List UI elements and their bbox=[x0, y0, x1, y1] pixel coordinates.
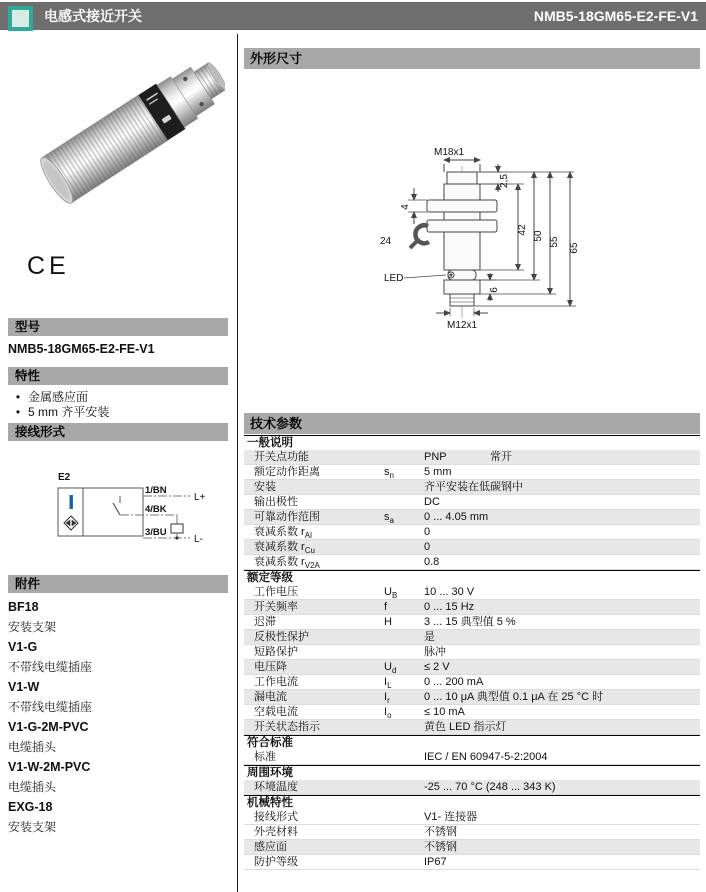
tech-row bbox=[244, 750, 700, 765]
tech-row-label bbox=[254, 810, 298, 824]
accessory-name: BF18 bbox=[8, 600, 39, 614]
tech-row-label-text: 迟滞 bbox=[254, 616, 276, 628]
tech-row bbox=[244, 660, 700, 675]
tech-row-label-text: 外壳材料 bbox=[254, 826, 298, 838]
load-symbol bbox=[171, 524, 183, 533]
accessory-item bbox=[8, 598, 228, 638]
tech-row-symbol-base: s bbox=[384, 466, 390, 478]
tech-row-label bbox=[254, 495, 298, 509]
accessories-list bbox=[8, 598, 228, 838]
tech-row-value: IP67 bbox=[424, 856, 447, 868]
tech-row-label-text: 环境温度 bbox=[254, 781, 298, 793]
tech-row-value: DC bbox=[424, 496, 440, 508]
tech-row-symbol bbox=[384, 600, 387, 614]
tech-row-value: 脉冲 bbox=[424, 646, 446, 658]
tech-row-symbol-subscript: a bbox=[389, 516, 394, 526]
wire-label-4bk: 4/BK bbox=[145, 504, 167, 515]
tech-row-label bbox=[254, 825, 298, 839]
tech-row-value: PNP bbox=[424, 451, 447, 463]
tech-section-header: 机械特性 bbox=[244, 795, 700, 810]
tech-row-symbol-subscript: L bbox=[387, 681, 392, 691]
tech-row-symbol-base: s bbox=[384, 511, 390, 523]
tech-row bbox=[244, 810, 700, 825]
tech-row-label bbox=[254, 600, 298, 614]
tech-row-label-text: 额定动作距离 bbox=[254, 466, 320, 478]
tech-row bbox=[244, 600, 700, 615]
wire-label-3bu: 3/BU bbox=[145, 527, 167, 538]
tech-row-label-text: 衰减系数 r bbox=[254, 556, 305, 568]
tech-row-label bbox=[254, 450, 309, 464]
tech-row bbox=[244, 480, 700, 495]
dim-label-50: 50 bbox=[533, 230, 544, 242]
tech-row-symbol-base: I bbox=[384, 691, 388, 703]
tech-row bbox=[244, 495, 700, 510]
tech-row bbox=[244, 450, 700, 465]
tech-row-label-text: 漏电流 bbox=[254, 691, 287, 703]
accessory-name: V1-W-2M-PVC bbox=[8, 760, 91, 774]
section-header-features: 特性 bbox=[8, 367, 228, 385]
tech-row-label-subscript: Al bbox=[304, 531, 312, 541]
dim-label-led: LED bbox=[384, 273, 404, 284]
tech-row bbox=[244, 630, 700, 645]
tech-row bbox=[244, 645, 700, 660]
section-header-dimensions: 外形尺寸 bbox=[244, 48, 700, 69]
bullet: • bbox=[15, 390, 21, 404]
inductive-symbol bbox=[70, 495, 73, 509]
dim-label-6: 6 bbox=[489, 287, 500, 293]
tech-row-label-text: 开关频率 bbox=[254, 601, 298, 613]
tech-row-symbol-base: U bbox=[384, 661, 392, 673]
terminal-lminus: L- bbox=[194, 534, 203, 545]
tech-row-label-text: 反极性保护 bbox=[254, 631, 309, 643]
accessory-name: V1-G-2M-PVC bbox=[8, 720, 89, 734]
tech-row-label-text: 接线形式 bbox=[254, 811, 298, 823]
product-photo bbox=[30, 42, 225, 220]
tech-row-label-text: 开关状态指示 bbox=[254, 721, 320, 733]
tech-row-symbol-subscript: d bbox=[391, 666, 397, 676]
tech-row-label-text: 衰减系数 r bbox=[254, 541, 305, 553]
tech-row-symbol-subscript: r bbox=[387, 696, 390, 706]
tech-row-label-text: 工作电压 bbox=[254, 586, 298, 598]
tech-row-label bbox=[254, 690, 287, 704]
dim-label-24: 24 bbox=[380, 236, 392, 247]
tech-row bbox=[244, 825, 700, 840]
dim-label-m18: M18x1 bbox=[434, 147, 465, 158]
tech-row bbox=[244, 540, 700, 555]
tech-row-label bbox=[254, 645, 298, 659]
tech-row-value: 10 ... 30 V bbox=[424, 586, 475, 598]
accessory-desc: 电缆插头 bbox=[8, 740, 57, 754]
hex-nut bbox=[427, 200, 497, 212]
tech-row-label-text: 衰减系数 r bbox=[254, 526, 305, 538]
section-header-accessories: 附件 bbox=[8, 575, 228, 593]
tech-row-label-text: 工作电流 bbox=[254, 676, 298, 688]
tech-row-value: 0 ... 15 Hz bbox=[424, 601, 475, 613]
header-bar bbox=[0, 2, 706, 30]
tech-row-label-text: 安装 bbox=[254, 481, 276, 493]
dim-label-65: 65 bbox=[569, 242, 580, 254]
tech-row-value: 0 bbox=[424, 526, 431, 538]
accessory-item bbox=[8, 638, 228, 678]
section-header-tech-params: 技术参数 bbox=[244, 413, 700, 434]
tech-row-label bbox=[254, 510, 320, 524]
tech-row-label-text: 空载电流 bbox=[254, 706, 298, 718]
accessory-desc: 安装支架 bbox=[8, 820, 57, 834]
tech-row-label bbox=[254, 750, 276, 764]
tech-row-value: 5 mm bbox=[424, 466, 452, 478]
accessory-name: EXG-18 bbox=[8, 800, 53, 814]
tech-row-label bbox=[254, 780, 298, 794]
tech-row-value: 0 ... 200 mA bbox=[424, 676, 484, 688]
tech-row-label bbox=[254, 480, 276, 494]
tech-row bbox=[244, 465, 700, 480]
tech-row-value: 黄色 LED 指示灯 bbox=[424, 721, 507, 733]
tech-row-label-text: 防护等级 bbox=[254, 856, 298, 868]
accessory-desc: 电缆插头 bbox=[8, 780, 57, 794]
diagram-label: E2 bbox=[58, 472, 71, 483]
tech-row-label-text: 电压降 bbox=[254, 661, 287, 673]
tech-row-label bbox=[254, 555, 320, 573]
tech-row-symbol-base: U bbox=[384, 586, 392, 598]
terminal-lplus: L+ bbox=[194, 492, 206, 503]
tech-row-label-text: 短路保护 bbox=[254, 646, 298, 658]
accessory-name: V1-G bbox=[8, 640, 38, 654]
accessory-item bbox=[8, 678, 228, 718]
dim-label-55: 55 bbox=[549, 236, 560, 248]
dim-label-2-5: 2,5 bbox=[499, 174, 510, 188]
dimension-drawing bbox=[372, 128, 587, 340]
accessory-desc: 安装支架 bbox=[8, 620, 57, 634]
tech-row-symbol-base: H bbox=[384, 616, 392, 628]
tech-row bbox=[244, 615, 700, 630]
tech-row-value: -25 ... 70 °C (248 ... 343 K) bbox=[424, 781, 556, 793]
tech-row-label-subscript: Cu bbox=[304, 546, 315, 556]
accessory-desc: 不带线电缆插座 bbox=[8, 700, 93, 714]
product-type-title: 电感式接近开关 bbox=[44, 8, 142, 24]
tech-row-label bbox=[254, 465, 320, 479]
tech-row bbox=[244, 510, 700, 525]
tech-row bbox=[244, 840, 700, 855]
wire-label-1bn: 1/BN bbox=[145, 485, 167, 496]
tech-row-symbol-subscript: o bbox=[387, 711, 392, 721]
tech-row-label bbox=[254, 585, 298, 599]
accessory-desc: 不带线电缆插座 bbox=[8, 660, 93, 674]
tech-row-value: 0 ... 10 μA 典型值 0.1 μA 在 25 °C 时 bbox=[424, 691, 604, 703]
tech-section-header: 周围环境 bbox=[244, 765, 700, 780]
dim-label-4: 4 bbox=[400, 204, 411, 210]
tech-row-symbol-base: I bbox=[384, 676, 388, 688]
tech-row-label bbox=[254, 705, 298, 719]
tech-row-label bbox=[254, 720, 320, 734]
tech-row bbox=[244, 675, 700, 690]
tech-section-header: 符合标准 bbox=[244, 735, 700, 750]
tech-row bbox=[244, 690, 700, 705]
tech-row-label bbox=[254, 840, 287, 854]
tech-row-value-2: 常开 bbox=[490, 451, 512, 463]
brand-square-icon bbox=[8, 6, 33, 31]
section-header-model: 型号 bbox=[8, 318, 228, 336]
tech-row-label-text: 可靠动作范围 bbox=[254, 511, 320, 523]
tech-row-symbol-subscript: n bbox=[389, 471, 394, 481]
hex-nut bbox=[427, 220, 497, 232]
tech-row-label-subscript: V2A bbox=[304, 561, 320, 571]
tech-row-value: 不锈钢 bbox=[424, 841, 457, 853]
header-model-number: NMB5-18GM65-E2-FE-V1 bbox=[533, 8, 698, 24]
accessory-item bbox=[8, 798, 228, 838]
tech-row-label-text: 开关点功能 bbox=[254, 451, 309, 463]
tech-section-header: 额定等级 bbox=[244, 570, 700, 585]
tech-row-value: 是 bbox=[424, 631, 435, 643]
accessory-item bbox=[8, 718, 228, 758]
tech-row-label bbox=[254, 615, 276, 629]
tech-row-value: 0 ... 4.05 mm bbox=[424, 511, 489, 523]
column-divider bbox=[237, 34, 238, 892]
tech-row-label bbox=[254, 630, 309, 644]
tech-row-label-text: 感应面 bbox=[254, 841, 287, 853]
tech-row-label bbox=[254, 660, 287, 674]
tech-row bbox=[244, 720, 700, 735]
tech-row-label-text: 输出极性 bbox=[254, 496, 298, 508]
bullet: • bbox=[15, 405, 21, 419]
dim-label-m12: M12x1 bbox=[446, 320, 478, 331]
accessory-item bbox=[8, 758, 228, 798]
tech-row-value: 0 bbox=[424, 541, 431, 553]
tech-row-value: ≤ 2 V bbox=[424, 661, 450, 673]
tech-row-value: V1- 连接器 bbox=[424, 811, 478, 823]
tech-row-value: 0.8 bbox=[424, 556, 440, 568]
tech-row-label bbox=[254, 675, 298, 689]
model-number-value: NMB5-18GM65-E2-FE-V1 bbox=[8, 342, 155, 356]
tech-row-value: 齐平安装在低碳钢中 bbox=[424, 481, 523, 493]
tech-row-value: IEC / EN 60947-5-2:2004 bbox=[424, 751, 548, 763]
tech-params-table bbox=[244, 435, 700, 870]
tech-row-value: 3 ... 15 典型值 5 % bbox=[424, 616, 516, 628]
tech-row-label-text: 标准 bbox=[254, 751, 276, 763]
ce-mark: CE bbox=[27, 252, 70, 280]
tech-row bbox=[244, 555, 700, 570]
tech-row-symbol-subscript: B bbox=[391, 591, 398, 601]
dim-label-42: 42 bbox=[517, 224, 528, 236]
tech-row bbox=[244, 855, 700, 870]
switch-blade bbox=[113, 503, 120, 515]
tech-row bbox=[244, 705, 700, 720]
tech-row bbox=[244, 585, 700, 600]
tech-row-label bbox=[254, 855, 298, 869]
tech-row-value: ≤ 10 mA bbox=[424, 706, 465, 718]
section-header-connection: 接线形式 bbox=[8, 423, 228, 441]
feature-item: • 金属感应面 bbox=[8, 388, 88, 405]
tech-row-value: 不锈钢 bbox=[424, 826, 457, 838]
feature-item: • 5 mm 齐平安装 bbox=[8, 403, 109, 420]
tech-row-symbol-base: f bbox=[384, 601, 388, 613]
tech-row-symbol bbox=[384, 615, 392, 629]
tech-row bbox=[244, 525, 700, 540]
tech-row-symbol-base: I bbox=[384, 706, 388, 718]
tech-row bbox=[244, 780, 700, 795]
tech-section-header: 一般说明 bbox=[244, 435, 700, 450]
wiring-diagram bbox=[50, 466, 215, 571]
accessory-name: V1-W bbox=[8, 680, 40, 694]
